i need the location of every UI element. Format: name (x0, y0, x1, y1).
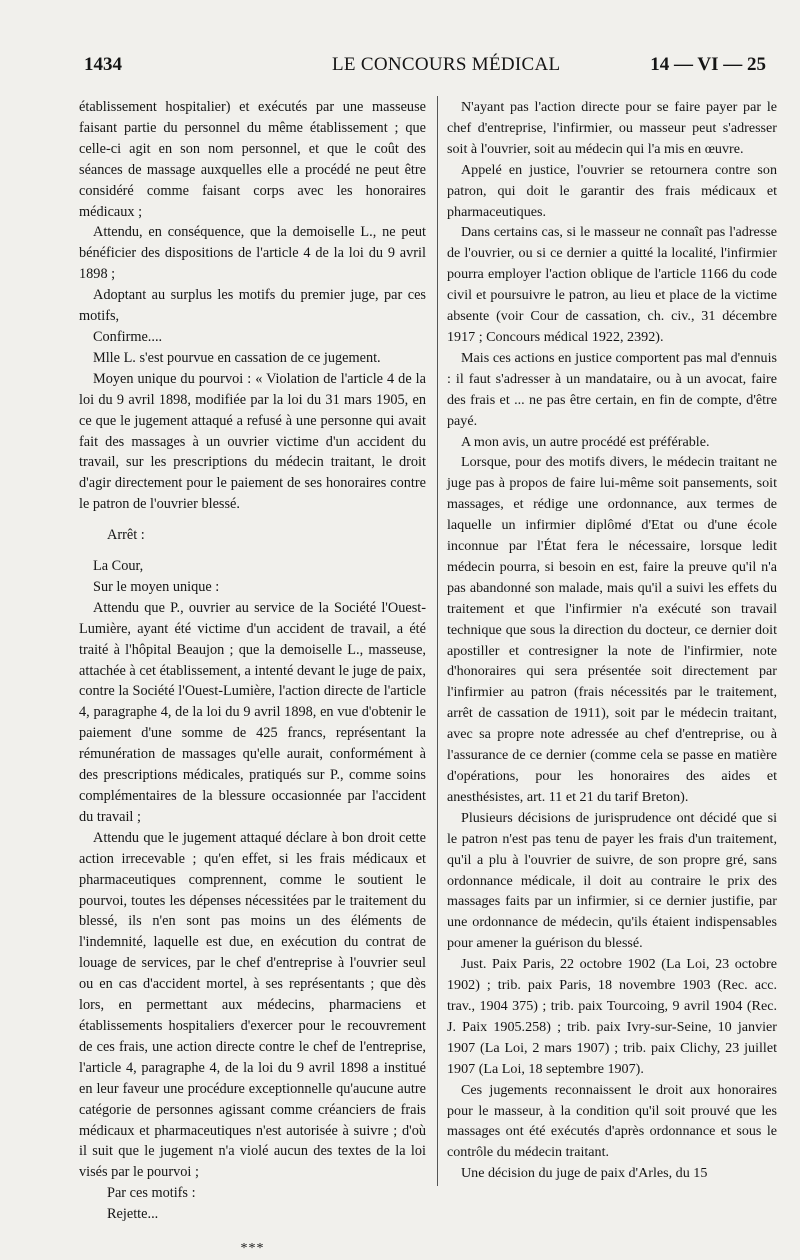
paragraph: Lorsque, pour des motifs divers, le médecin traitant ne juge pas à propos de faire lui-même soit pansements, soit massages, et rédige une ordonnance, aux termes de laquelle un infirmier diplômé d'Etat ou d'une école inconnue par l'État fera le nécessaire, lorsque ledit médecin pourra, si besoin en est, faire la preuve qu'il n'a pas abandonné son malade, mais qu'il a suivi les effets du traitement et que l'infirmier n'a exécuté son travail technique que sous la direction du docteur, ce dernier doit apostiller et contresigner la note de l'infirmier, note d'honoraires qui sera présentée soit directement par l'infirmier au patron (frais nécessités par le traitement, arrêt de cassation de 1911), soit par le médecin traitant, avec sa propre note adressée au chef d'entreprise, ou à l'assurance de ce dernier (comme cela se passe en matière d'opérations, pour les honoraires des aides et anesthésistes, art. 11 et 21 du tarif Breton). (447, 454, 777, 805)
paragraph: Attendu, en conséquence, que la demoiselle L., ne peut bénéficier des dispositions de l'article 4 de la loi du 9 avril 1898 ; (79, 224, 426, 283)
column-divider (437, 96, 438, 1186)
paragraph: Appelé en justice, l'ouvrier se retournera contre son patron, qui doit le garantir des frais médicaux et pharmaceutiques. (447, 161, 777, 220)
paragraph: Dans certains cas, si le masseur ne connaît pas l'adresse de l'ouvrier, ou si ce dernier a quitté la localité, l'infirmier pourra employer l'action oblique de l'article 1166 du code civil et poursuivre le patron, au lieu et place de la victime absente (voir Cour de cassation, ch. civ., 31 décembre 1917 ; Concours médical 1922, 2392). (447, 224, 777, 345)
paragraph: A mon avis, un autre procédé est préférable. (461, 433, 710, 450)
paragraph: Une décision du juge de paix d'Arles, du 15 (461, 1165, 708, 1182)
page-number: 1434 (84, 54, 122, 75)
paragraph: Attendu que le jugement attaqué déclare à bon droit cette action irrecevable ; qu'en effet, si les frais médicaux et pharmaceutiques comprennent, comme le soutient le pourvoi, toutes les dépenses nécessitées par le traitement du blessé, ils n'en sont pas moins un des éléments de l'indemnité, laquelle est due, en exécution du contrat de louage de services, par le chef d'entreprise à l'ouvrier seul ou en cas d'accident mortel, à ses représentants ; que dès lors, en permettant aux médecins, pharmaciens et établissements hospitaliers d'exercer pour le recouvrement de ces frais, une action directe contre le chef de l'entreprise, l'article 4, paragraphe 4, de la loi du 9 avril 1898 a institué en leur faveur une procédure exceptionnelle qu'aucune autre catégorie de personnes agissant comme créanciers de frais médicaux et pharmaceutiques n'est autorisée à suivre ; d'où il suit que le jugement n'a violé aucun des textes de la loi visés par le pourvoi ; (79, 829, 426, 1181)
paragraph: Confirme.... (93, 328, 163, 345)
left-column (79, 97, 426, 1260)
paragraph: Adoptant au surplus les motifs du premier juge, par ces motifs, (79, 287, 426, 325)
paragraph: Par ces motifs : (107, 1185, 196, 1202)
journal-title: LE CONCOURS MÉDICAL (332, 54, 561, 75)
paragraph: Moyen unique du pourvoi : « Violation de l'article 4 de la loi du 9 avril 1898, modifiée par la loi du 31 mars 1905, en ce que le jugement attaqué a refusé à une personne qui avait fait des massages à un ouvrier victime d'un accident du travail, sur les prescriptions du médecin traitant, le droit d'agir directement pour le paiement de ses honoraires contre le patron de l'ouvrier blessé. (79, 370, 426, 513)
paragraph: Plusieurs décisions de jurisprudence ont décidé que si le patron n'est pas tenu de payer les frais d'un traitement, qu'il a plu à l'ouvrier de suivre, de son propre gré, sans ordonnance médicale, il doit au contraire le prix des massages faits par un infirmier, si ce dernier justifie, par une ordonnance de médecin, qu'ils étaient indispensables pour amener la guérison du blessé. (447, 809, 777, 952)
paragraph: Mais ces actions en justice comportent pas mal d'ennuis : il faut s'adresser à un mandataire, ou à un avocat, faire des frais et ... ne pas être certain, en fin de compte, d'être payé. (447, 349, 777, 429)
paragraph-heading: Arrêt : (107, 527, 145, 544)
paragraph: La Cour, (93, 558, 144, 575)
paragraph: Just. Paix Paris, 22 octobre 1902 (La Loi, 23 octobre 1902) ; trib. paix Paris, 18 novembre 1903 (Rec. acc. trav., 1904 375) ; trib. paix Tourcoing, 9 avril 1904 (Rec. J. Paix 1905.258) ; trib. paix Ivry-sur-Seine, 10 janvier 1907 (La Loi, 2 mars 1907) ; trib. paix Clichy, 23 juillet 1907 (La Loi, 18 septembre 1907). (447, 956, 777, 1077)
paragraph: Sur le moyen unique : (93, 578, 220, 595)
issue-date: 14 — VI — 25 (650, 54, 766, 75)
asterism: *** (240, 1241, 265, 1257)
paragraph: N'ayant pas l'action directe pour se faire payer par le chef d'entreprise, l'infirmier, ou masseur peut s'adresser soit à l'ouvrier, soit au médecin qui l'a mis en œuvre. (447, 99, 777, 157)
right-column (447, 97, 777, 1184)
paragraph: Mlle L. s'est pourvue en cassation de ce jugement. (93, 349, 381, 366)
page-header (84, 54, 766, 82)
paragraph: Attendu que P., ouvrier au service de la Société l'Ouest-Lumière, ayant été victime d'un accident de travail, a été traité à l'hôpital Beaujon ; que la demoiselle L., masseuse, attachée à cet établissement, a intenté devant le juge de paix, contre la Société l'Ouest-Lumière, l'action directe de l'article 4, paragraphe 4, de la loi du 9 avril 1898, en vue d'obtenir le paiement d'une somme de 425 francs, représentant la rémunération de massages qu'elle aurait, conformément à des prescriptions médicales, pratiqués sur P., comme soins complémentaires de la blessure occasionnée par l'accident du travail ; (79, 599, 426, 825)
paragraph: Rejette... (107, 1206, 159, 1223)
paragraph: établissement hospitalier) et exécutés par une masseuse faisant partie du personnel du même établissement ; que celle-ci agit en son nom personnel, et que le coût des séances de massage auxquelles elle a procédé ne peut être considéré comme faisant corps avec les honoraires médicaux ; (79, 99, 426, 220)
paragraph: Ces jugements reconnaissent le droit aux honoraires pour le masseur, à la condition qu'il soit prouvé que les massages ont été exécutés d'après ordonnance et sous le contrôle du médecin traitant. (447, 1081, 777, 1161)
